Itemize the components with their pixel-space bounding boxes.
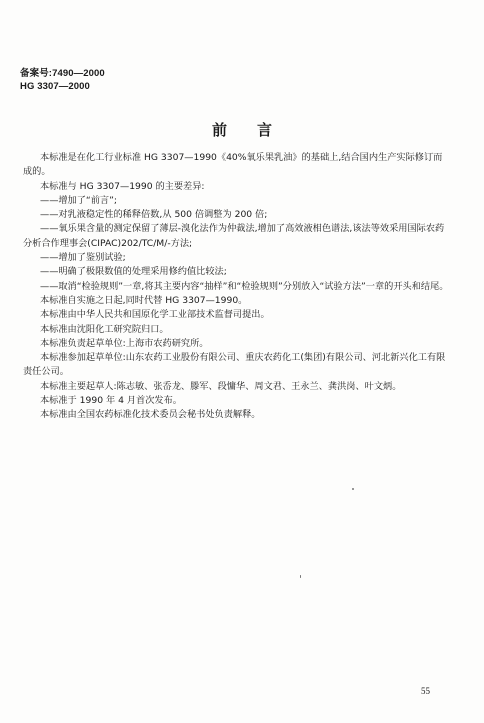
list-item: ——明确了极限数值的处理采用修约值比较法; <box>40 266 227 278</box>
document-header <box>20 67 105 93</box>
list-item: ——氧乐果含量的测定保留了薄层-溴化法作为仲裁法,增加了高效液相色谱法,该法等效采用国际农药分析合作理事会(CIPAC)202/TC/M/-方法; <box>23 223 445 249</box>
paragraph: 本标准负责起草单位:上海市农药研究所。 <box>40 337 209 349</box>
scan-speck <box>300 575 301 578</box>
list-item: ——取消“检验规则”一章,将其主要内容“抽样”和“检验规则”分别放入“试验方法”一章的开头和结尾。 <box>40 280 449 292</box>
paragraph: 本标准由沈阳化工研究院归口。 <box>40 323 169 335</box>
list-item: ——增加了鉴别试验; <box>40 252 126 264</box>
list-item: ——增加了“前言”; <box>40 194 117 206</box>
record-number: 备案号:7490—2000 <box>20 68 105 79</box>
paragraph: 本标准是在化工行业标准 HG 3307—1990《40%氧乐果乳油》的基础上,结合国内生产实际修订而成的。 <box>23 152 443 178</box>
standard-code: HG 3307—2000 <box>20 81 90 92</box>
paragraph: 本标准由全国农药标准化技术委员会秘书处负责解释。 <box>40 409 261 421</box>
paragraph: 本标准自实施之日起,同时代替 HG 3307—1990。 <box>40 294 248 306</box>
paragraph: 本标准与 HG 3307—1990 的主要差异: <box>40 180 205 192</box>
paragraph: 本标准参加起草单位:山东农药工业股份有限公司、重庆农药化工(集团)有限公司、河北新兴化工有限责任公司。 <box>23 352 446 378</box>
paragraph: 本标准于 1990 年 4 月首次发布。 <box>40 395 182 407</box>
list-item: ——对乳液稳定性的稀释倍数,从 500 倍调整为 200 倍; <box>40 209 268 221</box>
scan-speck <box>352 488 354 490</box>
paragraph: 本标准由中华人民共和国原化学工业部技术监督司提出。 <box>40 309 270 321</box>
foreword-body <box>23 151 451 423</box>
page-number: 55 <box>421 686 430 696</box>
paragraph: 本标准主要起草人:陈志敏、张岙龙、滕军、段慵华、周文君、王永兰、龚洪岗、叶文炳。 <box>40 380 402 392</box>
page-title: 前言 <box>211 121 302 139</box>
